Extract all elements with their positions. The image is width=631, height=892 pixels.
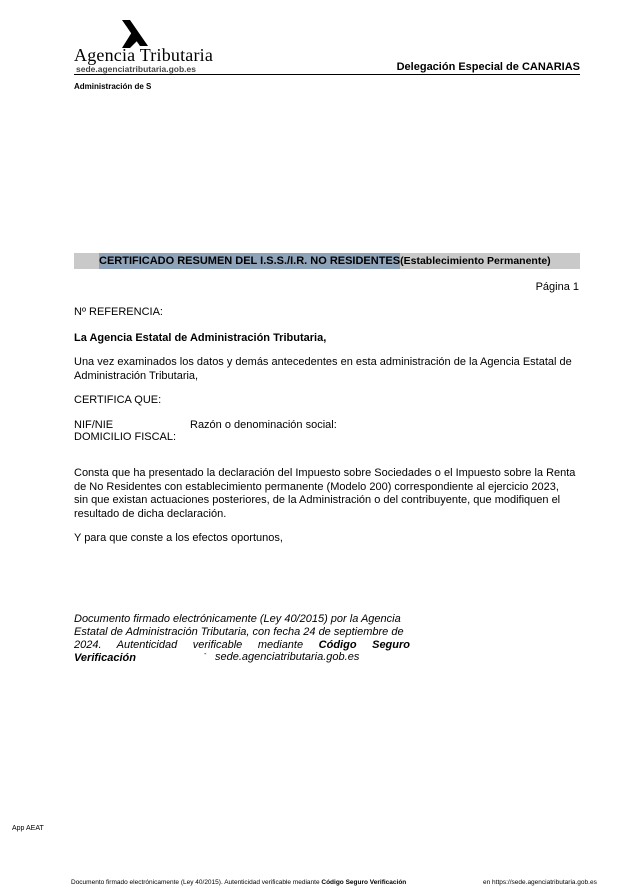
footer-note-b: Código Seguro Verificación [321, 879, 407, 886]
intro-line-2: Administración Tributaria, [74, 369, 199, 382]
body-line-3: sin que existan actuaciones posteriores, de la Administración o del contribuyente, que modifiquen el [74, 494, 561, 506]
title-main: CERTIFICADO RESUMEN DEL I.S.S./I.R. NO RESIDENTES [99, 255, 401, 267]
body-paragraph [74, 467, 580, 521]
closing-line: Y para que conste a los efectos oportunos, [74, 532, 283, 544]
body-line-2: de No Residentes con establecimiento permanente (Modelo 200) correspondiente al ejercicio 2023, [74, 480, 559, 493]
administracion-label: Administración de S [74, 82, 152, 91]
intro-paragraph [74, 356, 580, 383]
body-line-4: resultado de dicha declaración. [74, 507, 227, 520]
page-number: Página 1 [535, 281, 579, 293]
signature-line-4-prefix: - [204, 651, 207, 658]
certificate-title [99, 255, 551, 267]
issuer-heading: La Agencia Estatal de Administración Tributaria, [74, 332, 327, 344]
body-line-1: Consta que ha presentado la declaración del Impuesto sobre Sociedades o el Impuesto sobre la Renta [74, 467, 576, 479]
footer-app-label: App AEAT [12, 825, 44, 832]
footer-note [71, 879, 406, 886]
header-divider [74, 74, 580, 75]
certifica-label: CERTIFICA QUE: [74, 394, 162, 406]
signature-url[interactable]: sede.agenciatributaria.gob.es [215, 651, 360, 663]
referencia-label: Nº REFERENCIA: [74, 306, 163, 318]
signature-line-1: Documento firmado electrónicamente (Ley 40/2015) por la Agencia [74, 613, 401, 625]
signature-line-3a: 2024. Autenticidad verificable mediante [74, 639, 319, 651]
razon-social-label: Razón o denominación social: [190, 419, 337, 431]
intro-line-1: Una vez examinados los datos y demás antecedentes en esta administración de la Agencia Estatal de [74, 356, 572, 368]
title-sub: (Establecimiento Permanente) [400, 255, 551, 267]
logo-name: Agencia Tributaria [74, 45, 214, 65]
footer-url[interactable]: en https://sede.agenciatributaria.gob.es [483, 879, 597, 886]
signature-line-2: Estatal de Administración Tributaria, con fecha 24 de septiembre de [74, 626, 404, 638]
nif-label: NIF/NIE [74, 419, 114, 431]
signature-line-3b: Código Seguro Verificación [74, 639, 410, 664]
domicilio-fiscal-label: DOMICILIO FISCAL: [74, 431, 177, 443]
delegacion-title: Delegación Especial de CANARIAS [396, 61, 580, 73]
footer-note-a: Documento firmado electrónicamente (Ley 40/2015). Autenticidad verificable mediante [71, 879, 322, 886]
logo-url: sede.agenciatributaria.gob.es [76, 64, 196, 74]
